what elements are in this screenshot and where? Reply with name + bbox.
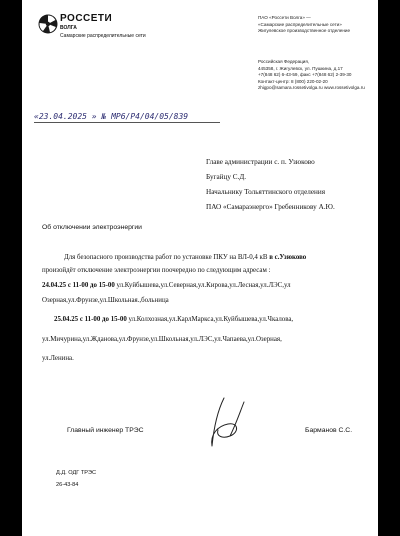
addressee-line: Начальнику Тольяттинского отделения [206, 188, 326, 196]
org-line: «Самарские распределительные сети» [258, 21, 342, 27]
outage-date-2: 25.04.25 с 11-00 до 15-00 [54, 316, 127, 323]
body-line-7: ул.Ленина. [42, 355, 74, 362]
org-line: Жигулевское производственное отделение [258, 28, 351, 33]
letter-subject: Об отключении электроэнергии [42, 224, 142, 231]
letter-page [22, 0, 378, 536]
brand-description: Самарские распределительные сети [60, 33, 146, 39]
handwritten-signature-icon [204, 396, 248, 452]
body-line-3 [42, 282, 291, 289]
contact-line: +7(848 62) 6-43-59, факс +7(848 62) 2-39-30 [258, 72, 352, 77]
addressee-line: ПАО «Самараэнерго» Гребенникову А.Ю. [206, 203, 335, 211]
addressee-line: Бугайцу С.Д. [206, 173, 247, 181]
outage-date-1: 24.04.25 с 11-00 до 15-00 [42, 282, 115, 289]
contact-line: zhigpo@samara.rossetivolga.ru www.rossetivolga.ru [258, 85, 365, 90]
brand-name: РОССЕТИ [60, 13, 113, 24]
contact-line: 445358, г. Жигулевск, ул. Пушкина, д.17 [258, 65, 343, 71]
org-name-block [258, 15, 350, 35]
contact-line: Контакт-центр: 8 (800) 220-02-20 [258, 78, 328, 84]
org-contact-block [258, 59, 365, 92]
body-line-1 [64, 254, 306, 261]
signatory-title: Главный инженер ТРЭС [67, 427, 144, 434]
executor-phone: 26-43-84 [56, 482, 79, 488]
contact-line: Российская Федерация, [258, 59, 310, 64]
body-line-2: произойдёт отключение электроэнергии поочередно по следующим адресам : [42, 267, 271, 274]
rosseti-logo-icon [38, 14, 58, 34]
body-line-6: ул.Мичурина,ул.Жданова,ул.Фрунзе,ул.Школьная,ул.ЛЭС,ул.Чапаева,ул.Озерная, [42, 336, 282, 343]
body-text: Для безопасного производства работ по установке ПКУ на ВЛ-0,4 кВ [64, 254, 270, 261]
body-line-5 [54, 316, 293, 323]
registration-number: «23.04.2025 » № МР6/Р4/04/05/839 [34, 112, 189, 121]
street-list-1: ул.Куйбышева,ул.Северная,ул.Кирова,ул.Лесная,ул.ЛЭС,ул [114, 282, 291, 289]
body-village: в с.Узюково [269, 254, 307, 261]
registration-underline [34, 122, 220, 123]
signatory-name: Барманов С.С. [305, 427, 353, 434]
brand-region: ВОЛГА [60, 25, 77, 31]
executor-name: Д.Д. ОДГ ТРЭС [56, 470, 97, 476]
org-line: ПАО «Россети Волга» — [258, 15, 311, 20]
addressee-line: Главе администрации с. п. Узюково [206, 158, 315, 166]
body-line-4: Озерная,ул.Фрунзе,ул.Школьная.,больница [42, 297, 169, 304]
street-list-2: ул.Колхозная,ул.КарлМаркса,ул.Куйбышева,ул.Чкалова, [126, 316, 294, 323]
